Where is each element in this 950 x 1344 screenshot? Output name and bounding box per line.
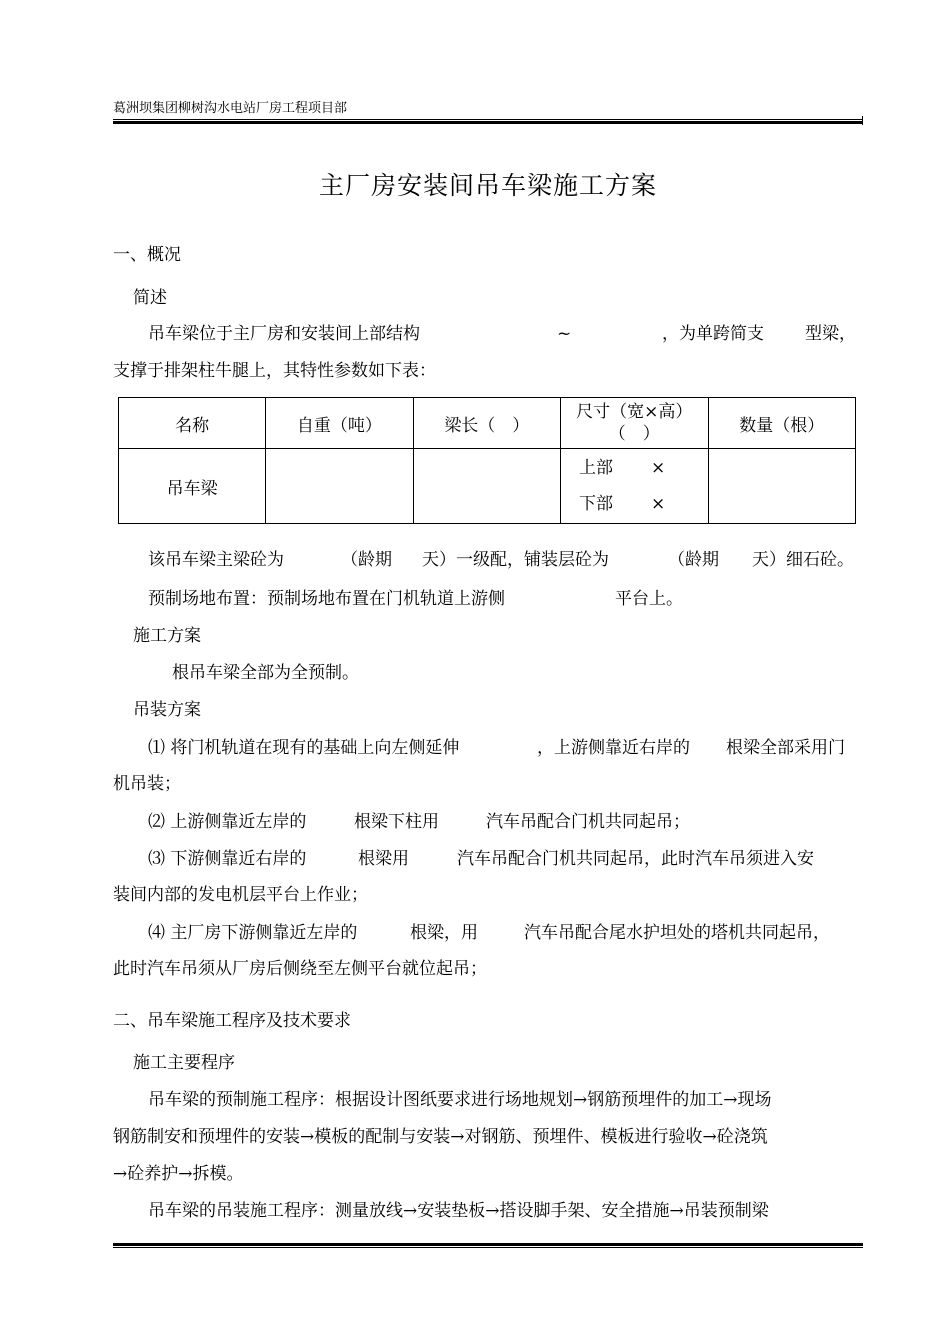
- subsection-main-procedure: 施工主要程序: [133, 1053, 235, 1073]
- item-3-part-c: 汽车吊配合门机共同起吊，此时汽车吊须进入安: [457, 849, 814, 869]
- item-3-part-a: ⑶ 下游侧靠近右岸的: [148, 849, 307, 869]
- item-3-part-d: 装间内部的发电机层平台上作业；: [113, 885, 368, 905]
- dim-bottom-x: ×: [651, 494, 666, 514]
- item-1-part-c: 根梁全部采用门: [726, 738, 845, 758]
- para-1-part-a: 吊车梁位于主厂房和安装间上部结构: [148, 324, 420, 344]
- spec-table: [118, 397, 856, 524]
- dim-top-label: 上部: [579, 458, 614, 478]
- para-2-part-b: （龄期: [341, 550, 392, 570]
- subsection-hoisting: 吊装方案: [133, 700, 201, 720]
- item-4-part-d: 此时汽车吊须从厂房后侧绕至左侧平台就位起吊；: [113, 959, 487, 979]
- item-2-part-c: 汽车吊配合门机共同起吊；: [486, 812, 690, 832]
- cell-weight: [266, 449, 413, 524]
- header-rule: [113, 119, 863, 124]
- para-3-part-b: 平台上。: [615, 589, 683, 609]
- subsection-overview: 简述: [133, 288, 167, 308]
- para-2-part-d: （龄期: [668, 550, 719, 570]
- s2-para-1-line-1: 吊车梁的预制施工程序：根据设计图纸要求进行场地规划→钢筋预埋件的加工→现场: [148, 1090, 772, 1110]
- dim-top-x: ×: [651, 458, 666, 478]
- item-3-part-b: 根梁用: [358, 849, 409, 869]
- section-1-heading: 一、概况: [113, 245, 181, 265]
- footer-rule: [113, 1243, 863, 1248]
- subsection-construction: 施工方案: [133, 626, 201, 646]
- item-4-part-b: 根梁，用: [410, 923, 478, 943]
- th-size-line2: （ ）: [608, 424, 660, 444]
- para-4: 根吊车梁全部为全预制。: [172, 663, 359, 683]
- cell-quantity: [708, 449, 855, 524]
- cell-name: 吊车梁: [119, 449, 266, 524]
- para-1-part-d: 型梁，: [805, 324, 856, 344]
- cell-size: [561, 449, 709, 524]
- th-size-line1: 尺寸（宽×高）: [576, 402, 693, 422]
- item-1-part-b: ，上游侧靠近右岸的: [537, 738, 690, 758]
- para-2-part-c: 天）一级配，铺装层砼为: [422, 550, 609, 570]
- running-header: 葛洲坝集团柳树沟水电站厂房工程项目部: [113, 101, 348, 116]
- para-1-part-e: 支撑于排架柱牛腿上，其特性参数如下表：: [113, 361, 436, 381]
- document-title: 主厂房安装间吊车梁施工方案: [318, 171, 657, 200]
- section-2-heading: 二、吊车梁施工程序及技术要求: [113, 1011, 351, 1031]
- item-1-part-d: 机吊装；: [113, 774, 181, 794]
- th-size: [561, 398, 709, 449]
- para-2-part-e: 天）细石砼。: [752, 550, 854, 570]
- para-3-part-a: 预制场地布置：预制场地布置在门机轨道上游侧: [148, 589, 505, 609]
- dim-bottom-label: 下部: [579, 494, 614, 514]
- para-1-part-c: ，为单跨简支: [662, 324, 764, 344]
- th-name: 名称: [119, 398, 266, 449]
- item-2-part-b: 根梁下柱用: [354, 812, 439, 832]
- s2-para-1-line-3: →砼养护→拆模。: [113, 1164, 244, 1184]
- th-quantity: 数量（根）: [708, 398, 855, 449]
- item-1-part-a: ⑴ 将门机轨道在现有的基础上向左侧延伸: [148, 738, 460, 758]
- para-1-part-b: ~: [557, 324, 572, 344]
- item-4-part-a: ⑷ 主厂房下游侧靠近左岸的: [148, 923, 358, 943]
- th-weight: 自重（吨）: [266, 398, 413, 449]
- s2-para-2-line-1: 吊车梁的吊装施工程序：测量放线→安装垫板→搭设脚手架、安全措施→吊装预制梁: [148, 1201, 769, 1221]
- th-length: 梁长（ ）: [413, 398, 560, 449]
- s2-para-1-line-2: 钢筋制安和预埋件的安装→模板的配制与安装→对钢筋、预埋件、模板进行验收→砼浇筑: [113, 1127, 768, 1147]
- item-4-part-c: 汽车吊配合尾水护坦处的塔机共同起吊，: [524, 923, 830, 943]
- cell-length: [413, 449, 560, 524]
- para-2-part-a: 该吊车梁主梁砼为: [148, 550, 284, 570]
- item-2-part-a: ⑵ 上游侧靠近左岸的: [148, 812, 307, 832]
